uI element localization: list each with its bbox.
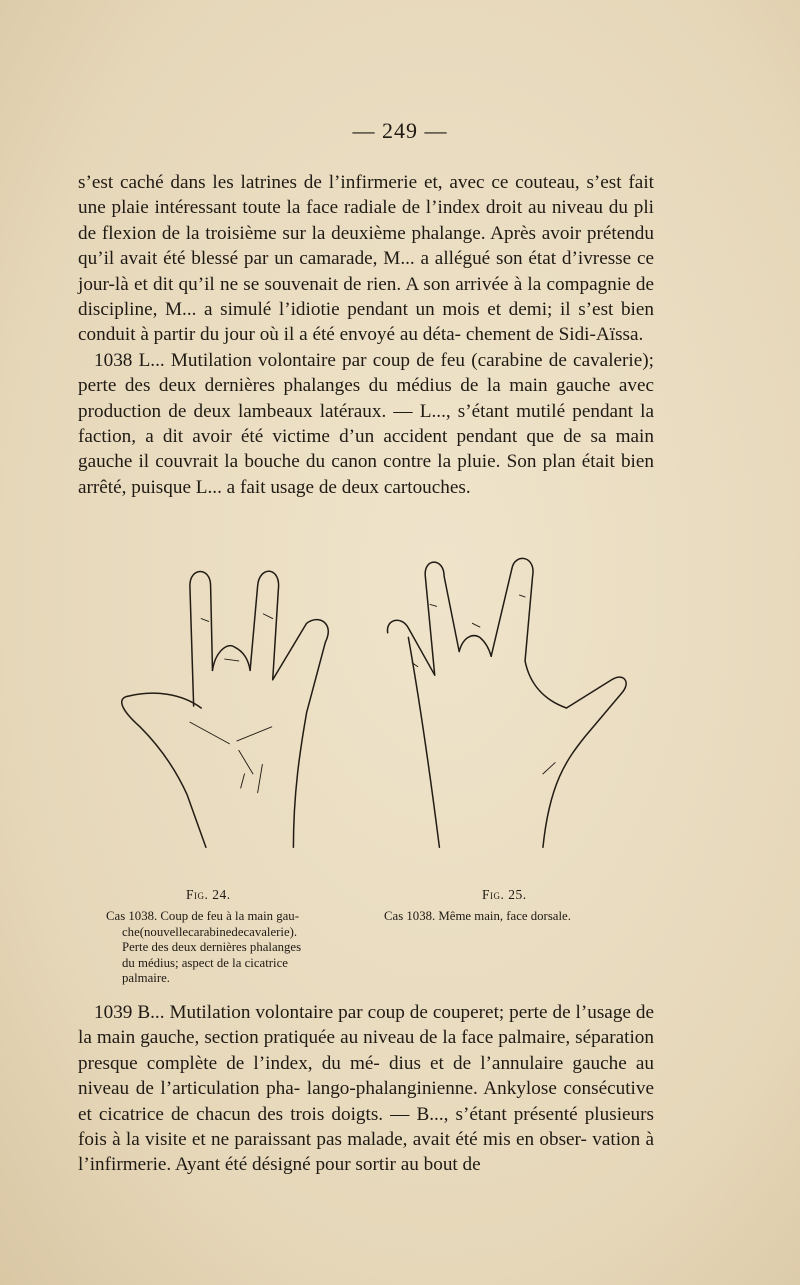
text-line: chacun des trois doigts. — B..., s’étant présenté plusieurs fois [78,1103,654,1151]
text-line: s’est caché dans les latrines de l’infirmerie et, avec ce couteau, [78,172,587,193]
figure-24-caption [106,909,364,987]
text-line: discipline, M... a simulé l’idiotie pendant un mois et demi; il [78,299,579,321]
text-line: 1039 B... Mutilation volontaire par coup de couperet; perte [94,1002,553,1023]
bottom-text-block [78,1000,654,1178]
figure-24-label: Fig. 24. [186,887,231,902]
text-line: cavalerie); perte des deux dernières phalanges du médius de [78,349,654,397]
figure-25-dorsal-illustration [360,548,660,888]
caption-line: du médius; aspect de la cicatrice [122,955,288,970]
figure-25-caption [384,909,656,925]
text-line: s’est fait une plaie intéressant toute la face radiale de l’index [78,172,654,219]
caption-line: Cas 1038. Même main, face dorsale. [384,909,571,923]
text-line: de l’usage de la main gauche, section pratiquée au niveau de la [78,1002,654,1049]
paragraph-case-1039 [78,1000,654,1178]
text-line: s’est bien conduit à partir du jour où il a été envoyé au déta- [78,299,654,346]
text-line: lango-phalanginienne. Ankylose consécutive et cicatrice de [78,1078,654,1125]
figure-25-label: Fig. 25. [482,887,527,902]
text-line: chement de Sidi-Aïssa. [465,324,644,346]
text-line: d’un accident pendant que de sa main gauche il couvrait la [78,426,654,473]
text-line: à la visite et ne paraissant pas malade, avait été mis en obser- [112,1129,593,1151]
text-line: L..., s’étant mutilé pendant la faction, a dit avoir été victime [78,400,654,448]
figure-24-palm-illustration [80,548,360,888]
text-line: vation à l’infirmerie. Ayant été désigné pour sortir au bout de [78,1129,655,1176]
caption-line: che(nouvellecarabinedecavalerie). [122,924,298,939]
caption-line: Cas 1038. Coup de feu à la main gau- [106,909,299,923]
text-line: la main gauche avec production de deux lambeaux latéraux. — [78,375,654,422]
text-line: droit au niveau du pli de flexion de la troisième sur la deuxième [78,197,654,244]
text-line: bouche du canon contre la pluie. Son plan était bien arrêté, [78,451,654,498]
text-line: puisque L... a fait usage de deux cartouches. [131,476,471,498]
text-line: phalange. Après avoir prétendu qu’il avait été blessé par un [78,222,654,270]
text-line: dius et de l’annulaire gauche au niveau de l’articulation pha- [78,1052,654,1100]
text-line: 1038 L... Mutilation volontaire par coup de feu (carabine de [94,349,574,371]
paragraph-case-1038 [78,348,654,500]
caption-line: palmaire. [122,971,170,986]
text-line: face palmaire, séparation presque complète de l’index, du mé- [78,1027,654,1074]
hand-dorsal-drawing [360,548,660,868]
hand-palm-drawing [80,548,360,868]
text-line: qu’il ne se souvenait de rien. A son arrivée à la compagnie de [178,273,654,295]
page-number: — 249 — [352,118,448,143]
text-line: camarade, M... a allégué son état d’ivresse ce jour-là et dit [78,248,654,295]
paragraph-continuation [78,170,654,348]
caption-line: Perte des deux dernières phalanges [122,940,302,955]
top-text-block [78,170,654,500]
